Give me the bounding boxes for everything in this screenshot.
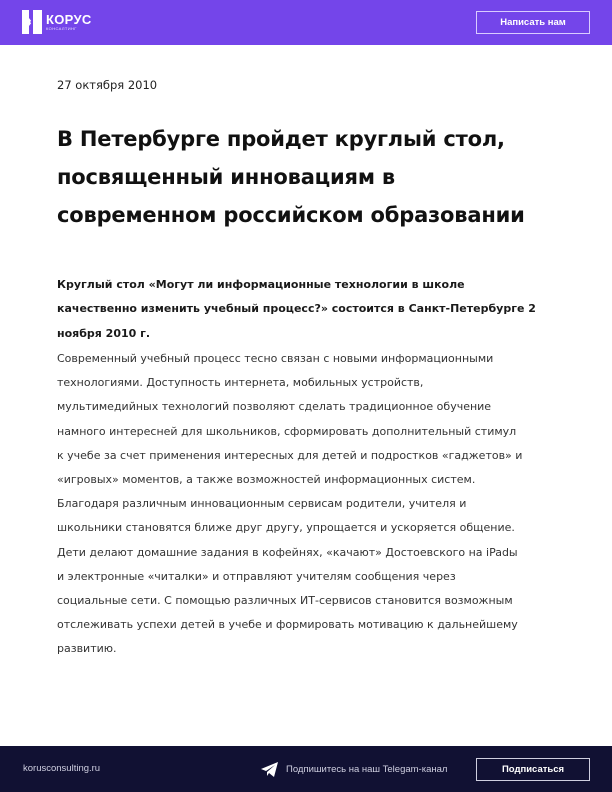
- lead-line: Круглый стол «Могут ли информационные технологии в школе: [57, 278, 465, 291]
- logo-icon: [22, 10, 42, 34]
- title-line: В Петербурге пройдет круглый стол,: [57, 127, 505, 151]
- title-line: посвященный инновациям в: [57, 165, 395, 189]
- body-line: Современный учебный процесс тесно связан с новыми информационными: [57, 352, 494, 365]
- header: [0, 0, 612, 45]
- body-line: намного интересней для школьников, сформировать дополнительный стимул: [57, 424, 517, 438]
- body-line: развитию.: [57, 642, 117, 656]
- body-line: к учебе за счет применения интересных для детей и подростков «гаджетов» и: [57, 448, 523, 462]
- body-line: школьники становятся ближе друг другу, упрощается и ускоряется общение.: [57, 521, 515, 535]
- article-lead: [57, 273, 567, 346]
- body-line: «игровых» моментов, а также возможностей информационных систем.: [57, 473, 476, 487]
- logo-text: КОРУС: [46, 11, 92, 27]
- footer: [0, 746, 612, 792]
- article-title: [57, 120, 567, 234]
- telegram-subscribe-text[interactable]: Подпишитесь на наш Telegam-канал: [286, 764, 448, 775]
- subscribe-button[interactable]: Подписаться: [476, 758, 590, 781]
- body-line: мультимедийных технологий позволяют сделать традиционное обучение: [57, 400, 492, 414]
- title-line: современном российском образовании: [57, 203, 525, 227]
- contact-us-button[interactable]: Написать нам: [476, 11, 590, 34]
- body-line: и электронные «читалки» и отправляют учителям сообщения через: [57, 569, 456, 583]
- telegram-icon[interactable]: [261, 762, 278, 777]
- body-line: Благодаря различным инновационным сервисам родители, учителя и: [57, 497, 467, 511]
- body-line: Дети делают домашние задания в кофейнях, «качают» Достоевского на iPadы: [57, 545, 518, 559]
- lead-line: ноября 2010 г.: [57, 326, 151, 340]
- body-line: отслеживать успехи детей в учебе и формировать мотивацию к дальнейшему: [57, 618, 518, 632]
- body-line: социальные сети. С помощью различных ИТ-сервисов становится возможным: [57, 594, 513, 608]
- body-line: технологиями. Доступность интернета, мобильных устройств,: [57, 376, 424, 390]
- article-date: 27 октября 2010: [57, 78, 158, 92]
- logo[interactable]: [22, 10, 92, 34]
- article-body: [57, 347, 567, 662]
- lead-line: качественно изменить учебный процесс?» состоится в Санкт-Петербурге 2: [57, 302, 536, 316]
- logo-subtext: КОНСАЛТИНГ: [46, 25, 77, 31]
- site-link[interactable]: korusconsulting.ru: [23, 763, 101, 774]
